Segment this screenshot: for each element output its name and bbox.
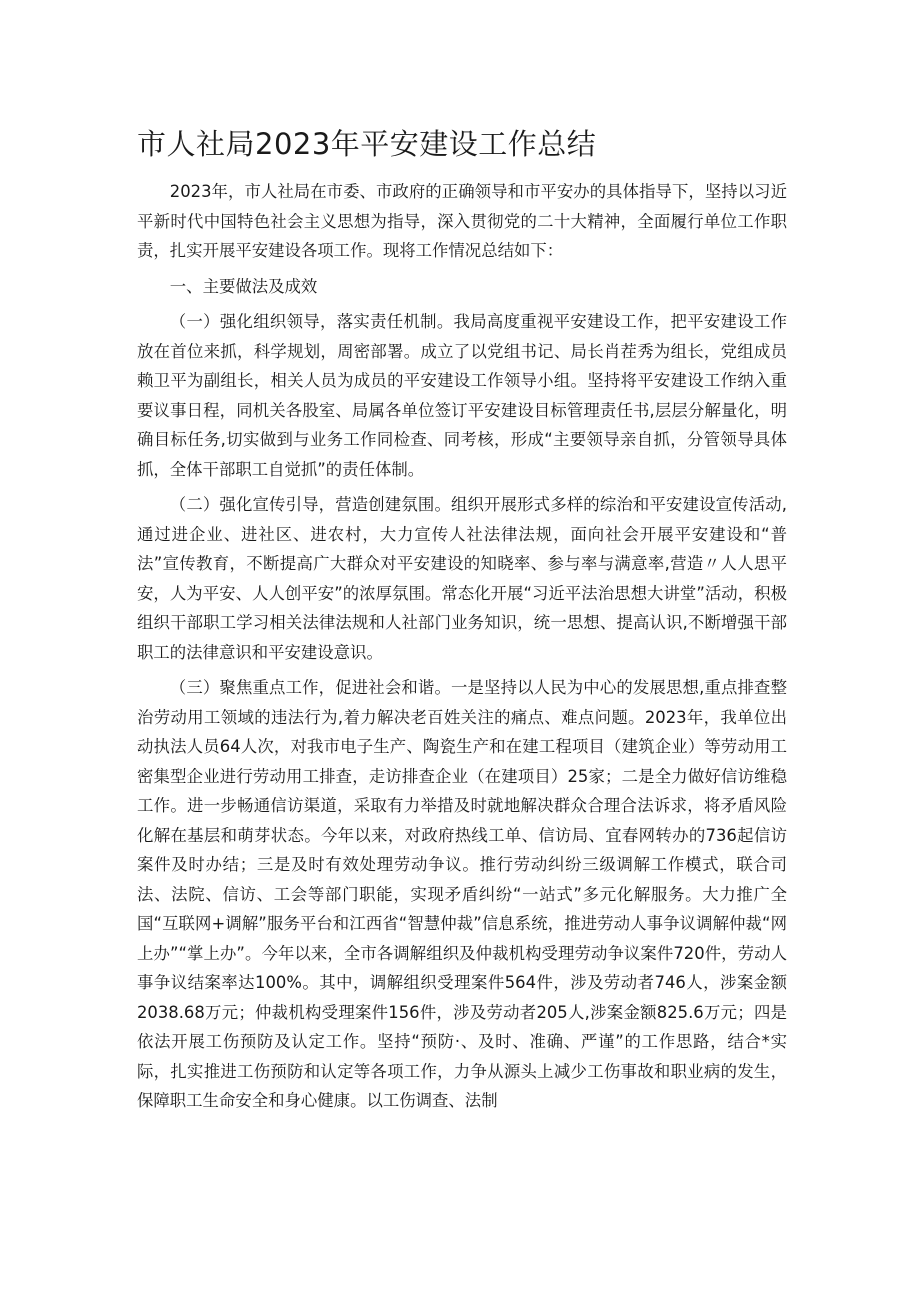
intro-paragraph: 2023年，市人社局在市委、市政府的正确领导和市平安办的具体指导下，坚持以习近平新时代中国特色社会主义思想为指导，深入贯彻党的二十大精神，全面履行单位工作职责，扎实开展平安建设各项工作。现将工作情况总结如下：	[137, 182, 787, 260]
paragraph-publicity: （二）强化宣传引导，营造创建氛围。组织开展形式多样的综治和平安建设宣传活动,通过进企业、进社区、进农村，大力宣传人社法律法规，面向社会开展平安建设和“普法”宣传教育，不断提高广大群众对平安建设的知晓率、参与率与满意率,营造〃人人思平安，人为平安、人人创平安”的浓厚氛围。常态化开展“习近平法治思想大讲堂”活动，积极组织干部职工学习相关法律法规和人社部门业务知识，统一思想、提高认识,不断增强干部职工的法律意识和平安建设意识。	[137, 495, 787, 662]
document-title: 市人社局2023年平安建设工作总结	[137, 127, 597, 161]
section-heading: 一、主要做法及成效	[169, 276, 318, 296]
paragraph-organization: （一）强化组织领导，落实责任机制。我局高度重视平安建设工作，把平安建设工作放在首位来抓，科学规划，周密部署。成立了以党组书记、局长肖茬秀为组长，党组成员赖卫平为副组长，相关人员为成员的平安建设工作领导小组。坚持将平安建设工作纳入重要议事日程，同机关各股室、局属各单位签订平安建设目标管理责任书,层层分解量化，明确目标任务,切实做到与业务工作同检查、同考核，形成“主要领导亲自抓，分管领导具体抓，全体干部职工自觉抓”的责任体制。	[137, 312, 787, 479]
paragraph-key-work: （三）聚焦重点工作，促进社会和谐。一是坚持以人民为中心的发展思想,重点排查整治劳动用工领域的违法行为,着力解决老百姓关注的痛点、难点问题。2023年，我单位出动执法人员64人次，对我市电子生产、陶瓷生产和在建工程项目（建筑企业）等劳动用工密集型企业进行劳动用工排查，走访排查企业（在建项目）25家；二是全力做好信访维稳工作。进一步畅通信访渠道，采取有力举措及时就地解决群众合理合法诉求，将矛盾风险化解在基层和萌芽状态。今年以来，对政府热线工单、信访局、宜春网转办的736起信访案件及时办结；三是及时有效处理劳动争议。推行劳动纠纷三级调解工作模式，联合司法、法院、信访、工会等部门职能，实现矛盾纠纷“一站式”多元化解服务。大力推广全国“互联网+调解”服务平台和江西省“智慧仲裁”信息系统，推进劳动人事争议调解仲裁“网上办”“掌上办”。今年以来，全市各调解组织及仲裁机构受理劳动争议案件720件，劳动人事争议结案率达100%。其中，调解组织受理案件564件，涉及劳动者746人，涉案金额2038.68万元；仲裁机构受理案件156件，涉及劳动者205人,涉案金额825.6万元；四是依法开展工伤预防及认定工作。坚持“预防·、及时、准确、严谨”的工作思路，结合*实际，扎实推进工伤预防和认定等各项工作，力争从源头上减少工伤事故和职业病的发生，保障职工生命安全和身心健康。以工伤调查、法制	[137, 678, 787, 1110]
document-body	[137, 177, 787, 1116]
